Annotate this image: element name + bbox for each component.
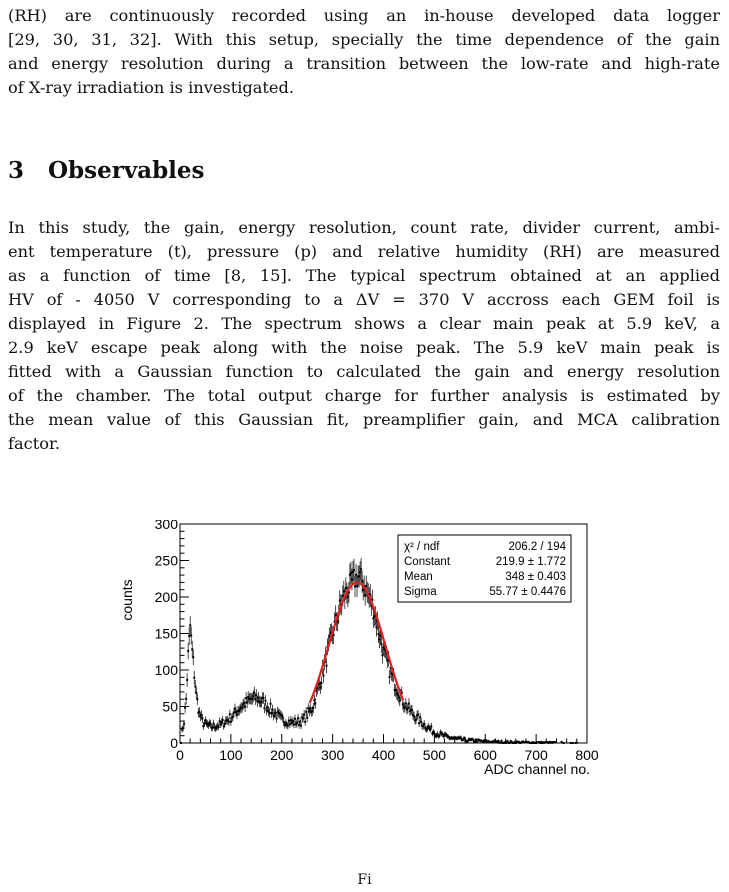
observables-paragraph bbox=[8, 216, 720, 456]
text-line: fitted with a Gaussian function to calculated the gain and energy resolution bbox=[8, 362, 720, 381]
text-line: and energy resolution during a transition between the low-rate and high-rate bbox=[8, 54, 720, 73]
text-line: 2.9 keV escape peak along with the noise peak. The 5.9 keV main peak is bbox=[8, 338, 720, 357]
text-line: of X-ray irradiation is investigated. bbox=[8, 78, 295, 97]
y-tick-label: 150 bbox=[154, 625, 178, 642]
stats-label-chi2: χ² / ndf bbox=[404, 541, 440, 553]
x-axis-label: ADC channel no. bbox=[484, 761, 590, 777]
stats-label-constant: Constant bbox=[404, 556, 451, 568]
text-line: factor. bbox=[8, 434, 61, 453]
x-tick-label: 300 bbox=[320, 747, 345, 763]
y-tick-label: 300 bbox=[154, 520, 178, 532]
x-tick-label: 700 bbox=[524, 747, 548, 763]
text-line: of the chamber. The total output charge for further analysis is estimated by bbox=[8, 386, 720, 405]
y-tick-label: 250 bbox=[154, 552, 178, 569]
section-title: Observables bbox=[48, 157, 205, 184]
stats-value-constant: 219.9 ± 1.772 bbox=[495, 556, 566, 568]
x-tick-label: 400 bbox=[371, 747, 396, 763]
text-line: [29, 30, 31, 32]. With this setup, specially the time dependence of the gain bbox=[8, 30, 720, 49]
stats-value-chi2: 206.2 / 194 bbox=[508, 541, 566, 553]
x-tick-label: 600 bbox=[473, 747, 497, 763]
text-line: (RH) are continuously recorded using an in-house developed data logger bbox=[8, 6, 720, 25]
x-tick-label: 500 bbox=[422, 747, 447, 763]
data-point bbox=[187, 643, 189, 659]
fit-stats-box bbox=[398, 535, 571, 602]
stats-value-sigma: 55.77 ± 0.4476 bbox=[489, 586, 566, 598]
stats-label-sigma: Sigma bbox=[404, 586, 437, 598]
text-line: as a function of time [8, 15]. The typical spectrum obtained at an applied bbox=[8, 266, 720, 285]
text-line: ent temperature (t), pressure (p) and relative humidity (RH) are measured bbox=[8, 242, 720, 261]
x-tick-label: 100 bbox=[219, 747, 243, 763]
stats-value-mean: 348 ± 0.403 bbox=[505, 571, 566, 583]
figure-caption-fragment: Fi bbox=[357, 872, 372, 888]
text-line: HV of - 4050 V corresponding to a ΔV = 370 V accross each GEM foil is bbox=[8, 290, 720, 309]
intro-paragraph bbox=[8, 4, 720, 100]
x-tick-label: 200 bbox=[270, 747, 294, 763]
section-heading bbox=[8, 157, 205, 184]
section-number: 3 bbox=[8, 157, 25, 184]
data-point bbox=[270, 698, 272, 709]
stats-label-mean: Mean bbox=[404, 571, 433, 583]
data-point bbox=[501, 740, 503, 743]
y-tick-label: 50 bbox=[162, 698, 178, 715]
y-tick-label: 100 bbox=[154, 662, 178, 678]
y-tick-label: 0 bbox=[170, 735, 178, 751]
text-line: the mean value of this Gaussian fit, preamplifier gain, and MCA calibration bbox=[8, 410, 720, 429]
y-axis-label: counts bbox=[119, 579, 135, 621]
x-tick-label: 800 bbox=[575, 747, 599, 763]
x-tick-label: 0 bbox=[176, 747, 184, 763]
text-line: In this study, the gain, energy resolution, count rate, divider current, ambi- bbox=[8, 218, 720, 237]
text-line: displayed in Figure 2. The spectrum shows a clear main peak at 5.9 keV, a bbox=[8, 314, 720, 333]
spectrum-chart bbox=[0, 520, 729, 780]
data-point bbox=[186, 673, 188, 687]
y-tick-label: 200 bbox=[154, 589, 178, 605]
data-point bbox=[229, 710, 231, 719]
gaussian-fit-curve bbox=[310, 583, 404, 704]
